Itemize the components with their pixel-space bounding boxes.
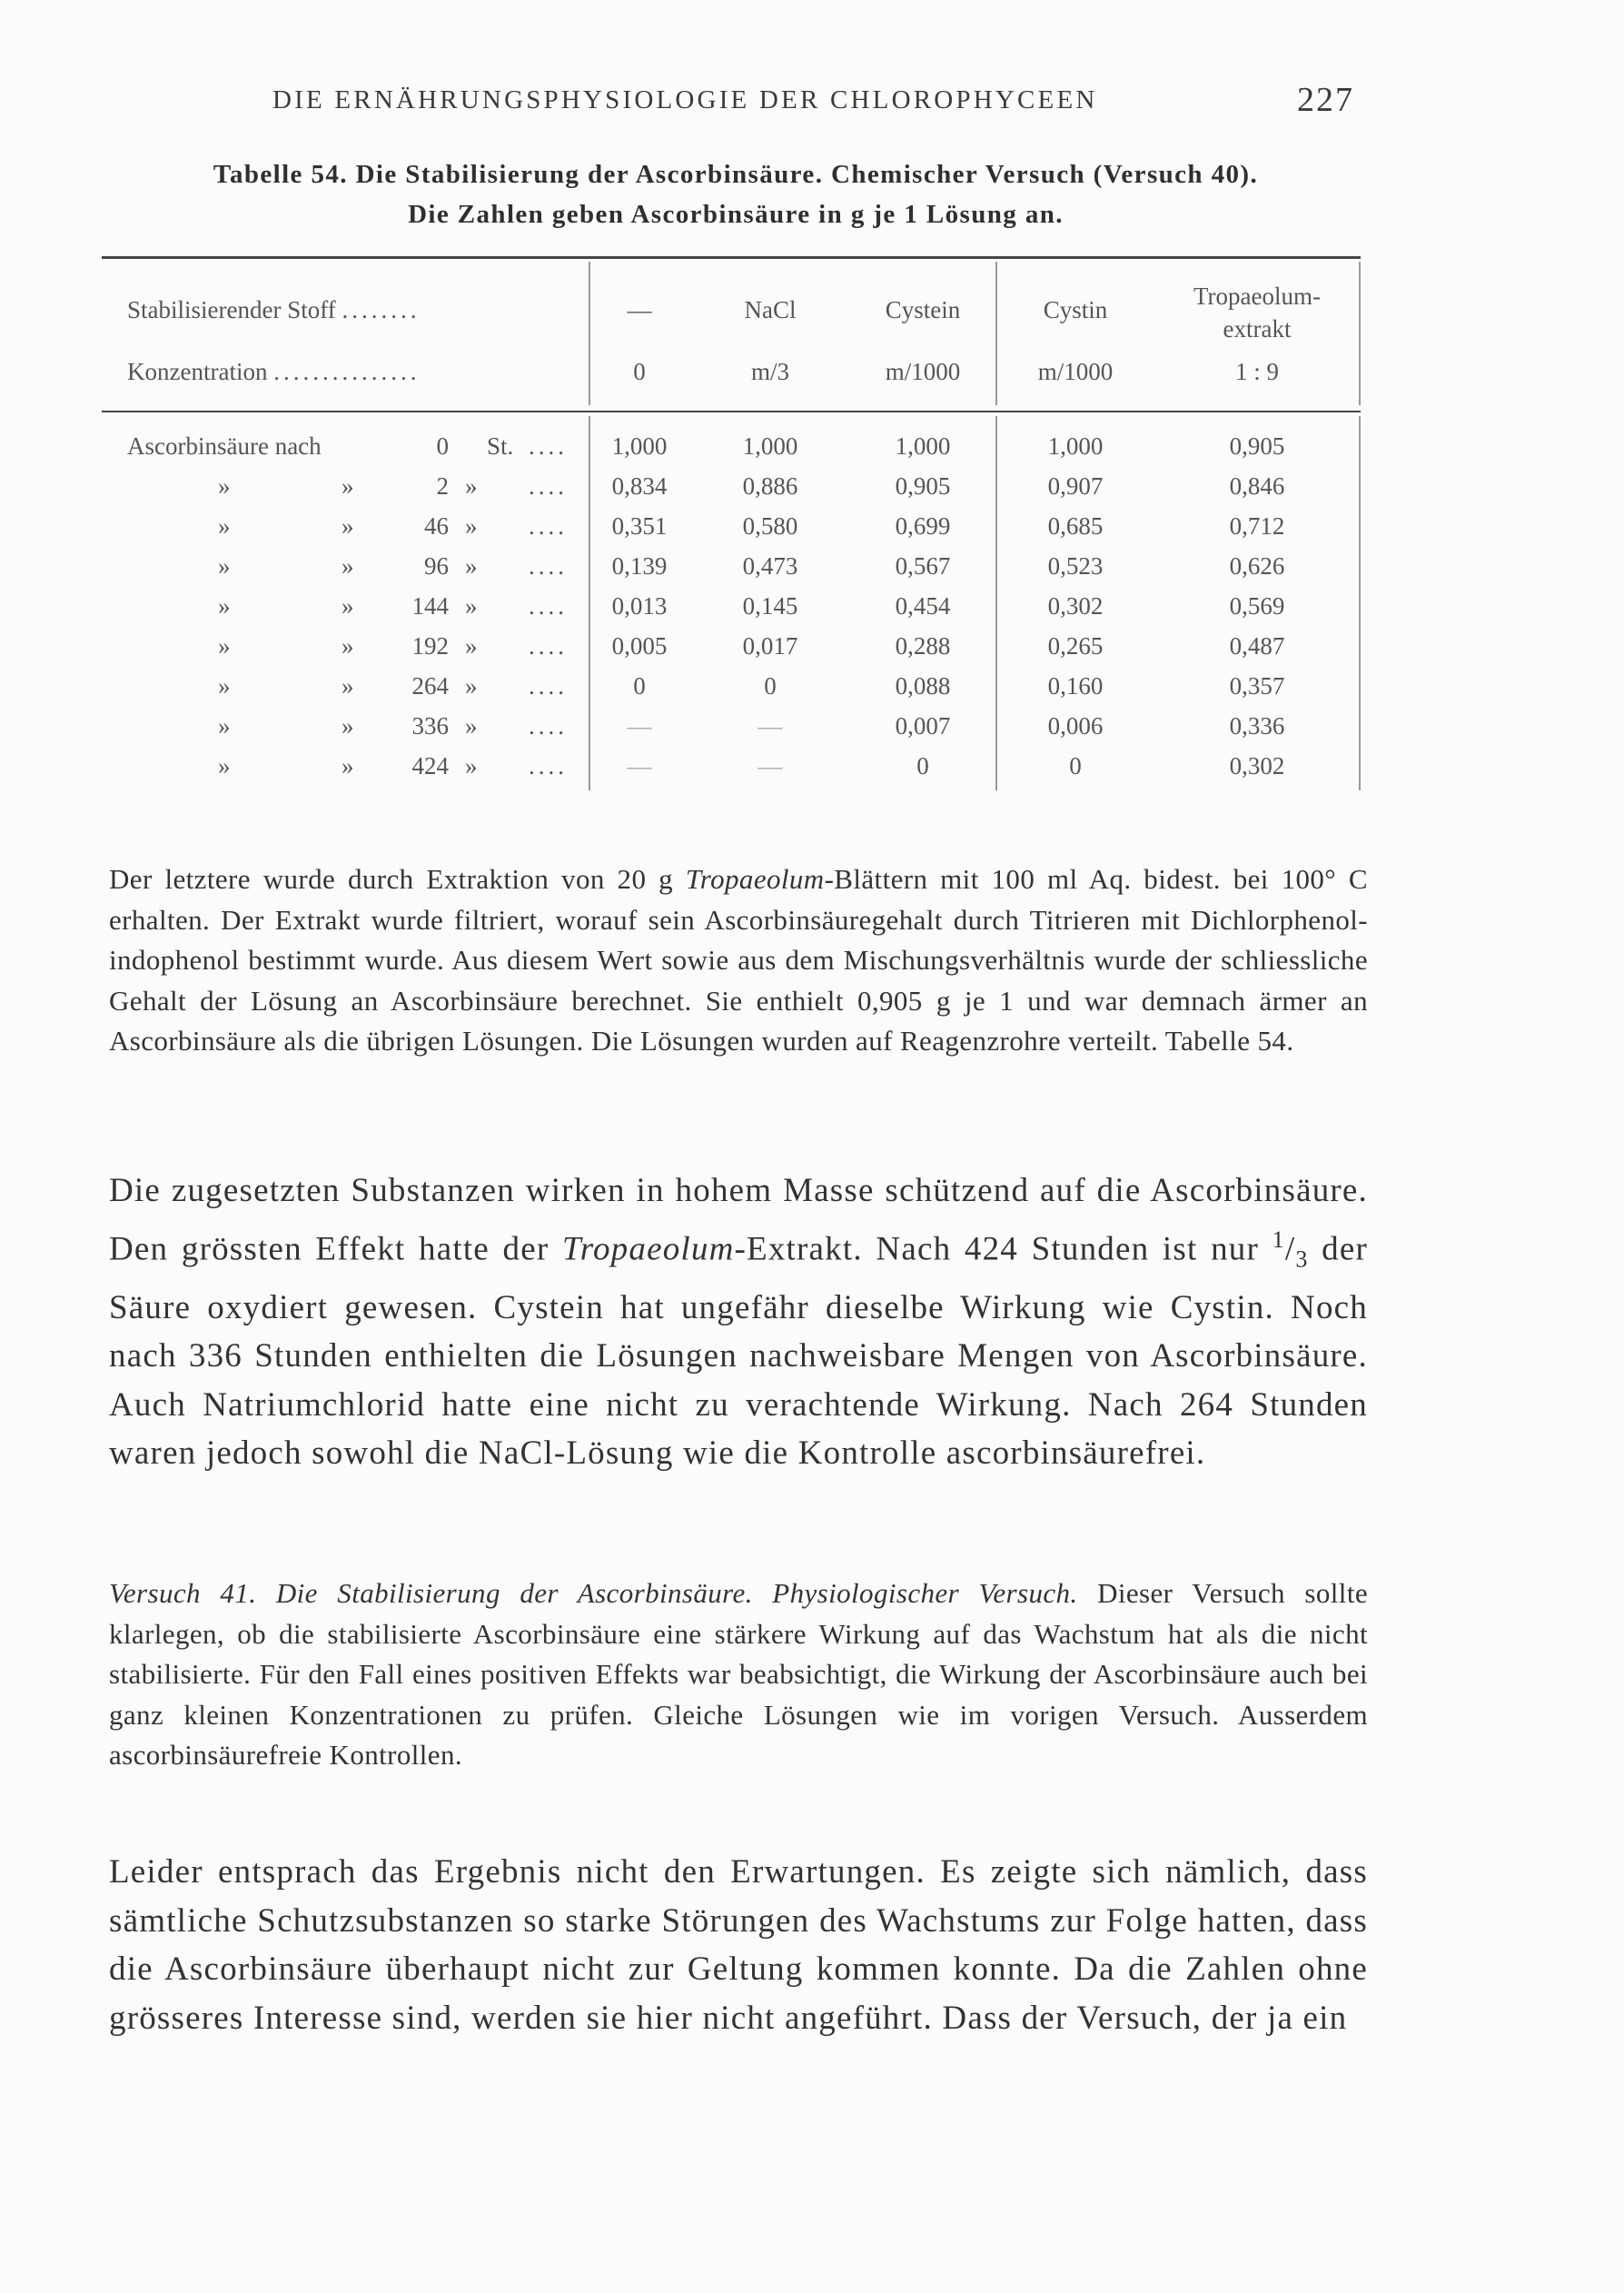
- table-cell: 0,336: [1229, 712, 1285, 740]
- column-header-substance: Cystein: [885, 296, 961, 323]
- row-hours: 336: [411, 712, 449, 740]
- table-cell: 0,580: [742, 512, 798, 540]
- table-header-rule: [102, 411, 1361, 412]
- paragraph-experiment-41: [109, 1573, 1368, 1776]
- column-header-substance: [1155, 280, 1359, 345]
- table-cell: 0,569: [1229, 592, 1285, 620]
- row-hours: 144: [411, 592, 449, 620]
- ditto-mark: »: [465, 472, 478, 500]
- table-cell: 0,160: [1047, 672, 1104, 700]
- table-cell: 0,699: [895, 512, 951, 540]
- text-span: Die zugesetzten Substanzen wirken in hohem Masse schützend auf die Ascorbinsäure. Den grössten Effekt hatte der: [109, 1172, 1368, 1267]
- ditto-mark: »: [342, 512, 354, 540]
- table-top-rule: [102, 256, 1361, 259]
- ditto-mark: »: [465, 592, 478, 620]
- text-span: -Blättern mit 100 ml Aq. bidest. bei 100° C erhalten. Der Extrakt wurde filtriert, worauf sein Ascorbinsäuregehalt durch Titrieren mit Dichlorphenol-indophenol bestimmt wurde. Aus diesem Wert sowie aus dem Mischungsverhältnis wurde der schliessliche Gehalt der Lösung an Ascorbinsäure berechnet. Sie enthielt 0,905 g je 1 und war demnach ärmer an Ascorbinsäure als die übrigen Lösungen. Die Lösungen wurden auf Reagenzrohre verteilt. Tabelle 54.: [109, 863, 1368, 1057]
- ditto-mark: »: [465, 632, 478, 660]
- table-cell: 0,834: [611, 472, 668, 500]
- table-cell: 0,145: [742, 592, 798, 620]
- column-concentration: m/3: [750, 358, 789, 385]
- table-cell: 0,905: [895, 472, 951, 500]
- page-number: 227: [1297, 81, 1354, 119]
- row-hours: 96: [424, 552, 449, 580]
- row-hours: 46: [424, 512, 449, 540]
- italic-term: Tropaeolum: [562, 1229, 735, 1267]
- leader-dots: ...............: [273, 358, 421, 385]
- ditto-mark: »: [218, 632, 231, 660]
- italic-term: Tropaeolum: [685, 863, 825, 895]
- caption-line-2: Die Zahlen geben Ascorbinsäure in g je 1 Lösung an.: [408, 200, 1064, 229]
- stub-concentration-label: Konzentration: [127, 358, 268, 385]
- leader-dots: ....: [529, 592, 568, 620]
- row-hours: 192: [411, 632, 449, 660]
- ditto-mark: »: [218, 752, 231, 779]
- table-cell: 0,006: [1047, 712, 1104, 740]
- table-cell: —: [758, 752, 783, 779]
- table-cell: —: [627, 712, 652, 740]
- table-cell: 1,000: [742, 432, 798, 460]
- table-cell: 0,013: [611, 592, 668, 620]
- table-cell: 1,000: [1047, 432, 1104, 460]
- table-cell: 0,302: [1047, 592, 1104, 620]
- leader-dots: ....: [529, 512, 568, 540]
- ditto-mark: »: [465, 512, 478, 540]
- column-concentration: 1 : 9: [1234, 358, 1279, 385]
- table-cell: 0,007: [895, 712, 951, 740]
- paragraph-outcome: [109, 1848, 1368, 2042]
- ditto-mark: »: [342, 472, 354, 500]
- table-cell: 0,139: [611, 552, 668, 580]
- caption-line-1: Tabelle 54. Die Stabilisierung der Ascorbinsäure. Chemischer Versuch (Versuch 40).: [213, 160, 1259, 189]
- leader-dots: ....: [529, 472, 568, 500]
- fraction-denominator: 3: [1295, 1246, 1309, 1273]
- text-span: der Säure oxydiert gewesen. Cystein hat ungefähr dieselbe Wirkung wie Cystin. Noch nach 336 Stunden enthielten die Lösungen nachweisbare Mengen von Ascorbinsäure. Auch Natriumchlorid hatte eine nicht zu verachtende Wirkung. Nach 264 Stunden waren jedoch sowohl die NaCl-Lösung wie die Kontrolle ascorbinsäurefrei.: [109, 1229, 1368, 1473]
- leader-dots: ....: [529, 632, 568, 660]
- leader-dots: ....: [529, 752, 568, 779]
- ditto-mark: »: [218, 592, 231, 620]
- table-cell: 0,567: [895, 552, 951, 580]
- leader-dots: ....: [529, 432, 568, 460]
- column-header-substance: —: [627, 296, 652, 323]
- row-hours: 424: [411, 752, 449, 779]
- table-cell: 0: [916, 752, 929, 779]
- ditto-mark: »: [465, 712, 478, 740]
- table-cell: 0,523: [1047, 552, 1104, 580]
- row-unit: St.: [487, 432, 514, 460]
- text-span: Dieser Versuch sollte klarlegen, ob die stabilisierte Ascorbinsäure eine stärkere Wirkung auf das Wachstum hat als die nicht stabilisierte. Für den Fall eines positiven Effekts war beabsichtigt, die Wirkung der Ascorbinsäure auch bei ganz kleinen Konzentrationen zu prüfen. Gleiche Lösungen wie im vorigen Versuch. Ausserdem ascorbinsäurefreie Kontrollen.: [109, 1577, 1368, 1771]
- ditto-mark: »: [342, 672, 354, 700]
- text-span: -Extrakt. Nach 424 Stunden ist nur: [734, 1229, 1272, 1267]
- table-cell: 0,017: [742, 632, 798, 660]
- row-hours: 2: [436, 472, 449, 500]
- text-span: Leider entsprach das Ergebnis nicht den Erwartungen. Es zeigte sich nämlich, dass sämtliche Schutzsubstanzen so starke Störungen des Wachstums zur Folge hatten, dass die Ascorbinsäure überhaupt nicht zur Geltung kommen konnte. Da die Zahlen ohne grösseres Interesse sind, werden sie hier nicht angeführt. Dass der Versuch, der ja ein: [109, 1853, 1368, 2037]
- column-concentration: 0: [633, 358, 646, 385]
- paragraph-results: [109, 1166, 1368, 1478]
- table-cell: 0,302: [1229, 752, 1285, 779]
- ditto-mark: »: [342, 752, 354, 779]
- table-cell: 0,907: [1047, 472, 1104, 500]
- table-cell: 0,005: [611, 632, 668, 660]
- leader-dots: ....: [529, 712, 568, 740]
- stub-substance: [127, 296, 420, 324]
- ditto-mark: »: [465, 672, 478, 700]
- table-cell: 0,487: [1229, 632, 1285, 660]
- running-title: DIE ERNÄHRUNGSPHYSIOLOGIE DER CHLOROPHYCEEN: [272, 85, 1098, 114]
- column-header-line: Tropaeolum-: [1193, 283, 1321, 310]
- ditto-mark: »: [218, 672, 231, 700]
- column-separator: [1359, 416, 1361, 790]
- table-cell: 0,351: [611, 512, 668, 540]
- ditto-mark: »: [465, 552, 478, 580]
- paragraph-extraction: [109, 859, 1368, 1062]
- table-cell: 1,000: [611, 432, 668, 460]
- running-head: [0, 80, 1624, 125]
- row-hours: 0: [436, 432, 449, 460]
- table-cell: 0,357: [1229, 672, 1285, 700]
- column-separator: [1359, 262, 1361, 405]
- ditto-mark: »: [342, 592, 354, 620]
- column-concentration: m/1000: [1037, 358, 1114, 385]
- table-cell: 0,288: [895, 632, 951, 660]
- table-cell: 0,905: [1229, 432, 1285, 460]
- experiment-heading: Versuch 41. Die Stabilisierung der Ascorbinsäure. Physiologischer Versuch.: [109, 1577, 1078, 1609]
- column-header-substance: Cystin: [1043, 296, 1108, 323]
- column-concentration: m/1000: [885, 358, 961, 385]
- ditto-mark: »: [218, 472, 231, 500]
- ditto-mark: »: [465, 752, 478, 779]
- table-cell: 0: [1069, 752, 1082, 779]
- ditto-mark: »: [218, 512, 231, 540]
- data-table: [102, 256, 1361, 801]
- row-label: Ascorbinsäure nach: [127, 432, 322, 460]
- table-cell: —: [627, 752, 652, 779]
- leader-dots: ....: [529, 552, 568, 580]
- table-cell: 0: [764, 672, 777, 700]
- column-header-line: extrakt: [1223, 315, 1292, 342]
- row-hours: 264: [411, 672, 449, 700]
- stub-substance-label: Stabilisierender Stoff: [127, 296, 336, 323]
- ditto-mark: »: [342, 712, 354, 740]
- fraction-numerator: 1: [1272, 1226, 1285, 1253]
- table-cell: 0,685: [1047, 512, 1104, 540]
- fraction-slash: /: [1284, 1229, 1296, 1267]
- table-cell: 0,473: [742, 552, 798, 580]
- text-span: Der letztere wurde durch Extraktion von 20 g: [109, 863, 686, 895]
- column-header-substance: NaCl: [744, 296, 797, 323]
- table-cell: 0,088: [895, 672, 951, 700]
- leader-dots: ........: [342, 296, 421, 323]
- table-cell: 1,000: [895, 432, 951, 460]
- ditto-mark: »: [342, 632, 354, 660]
- table-cell: 0,265: [1047, 632, 1104, 660]
- ditto-mark: »: [342, 552, 354, 580]
- table-cell: —: [758, 712, 783, 740]
- table-cell: 0,626: [1229, 552, 1285, 580]
- table-cell: 0,846: [1229, 472, 1285, 500]
- table-cell: 0,454: [895, 592, 951, 620]
- table-cell: 0,886: [742, 472, 798, 500]
- stub-concentration: [127, 358, 420, 386]
- table-caption: [100, 154, 1371, 234]
- ditto-mark: »: [218, 552, 231, 580]
- ditto-mark: »: [218, 712, 231, 740]
- table-cell: 0: [633, 672, 646, 700]
- table-cell: 0,712: [1229, 512, 1285, 540]
- leader-dots: ....: [529, 672, 568, 700]
